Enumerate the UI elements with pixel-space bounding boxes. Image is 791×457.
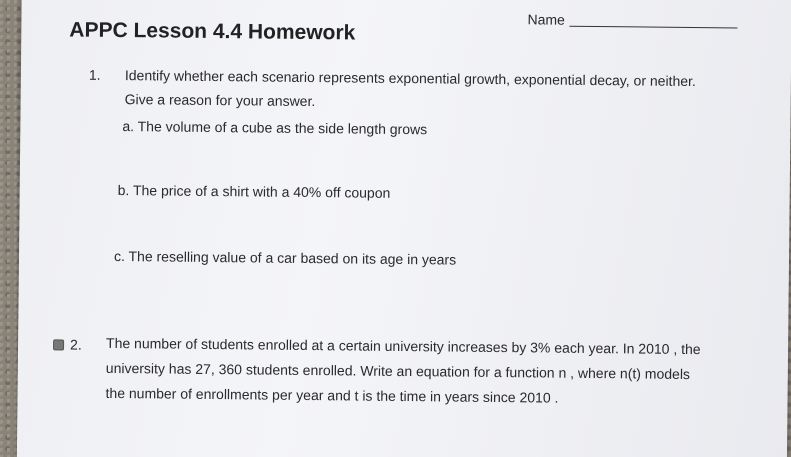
question-1-part-c: c. The reselling value of a car based on its age in years [113,247,457,268]
question-2-marker-icon [53,339,64,350]
question-1-part-b: b. The price of a shirt with a 40% off coupon [117,182,391,201]
question-2-line-1: The number of students enrolled at a certain university increases by 3% each year. In 2010 , the [106,334,701,358]
question-1-prompt-line-1: Identify whether each scenario represents exponential growth, exponential decay, or neither. [124,67,696,90]
worksheet-paper [17,0,791,457]
question-1-number: 1. [88,66,101,83]
page-title: APPC Lesson 4.4 Homework [69,18,356,45]
question-2-number: 2. [69,336,82,353]
name-blank-line [569,26,737,29]
question-2-line-3: the number of enrollments per year and t is the time in years since 2010 . [105,384,559,406]
question-1-prompt-line-2: Give a reason for your answer. [124,91,316,110]
question-1-part-a: a. The volume of a cube as the side length grows [122,118,428,138]
question-2-line-2: university has 27, 360 students enrolled. Write an equation for a function n , where n(t) models [105,359,691,383]
name-label: Name [527,11,565,28]
